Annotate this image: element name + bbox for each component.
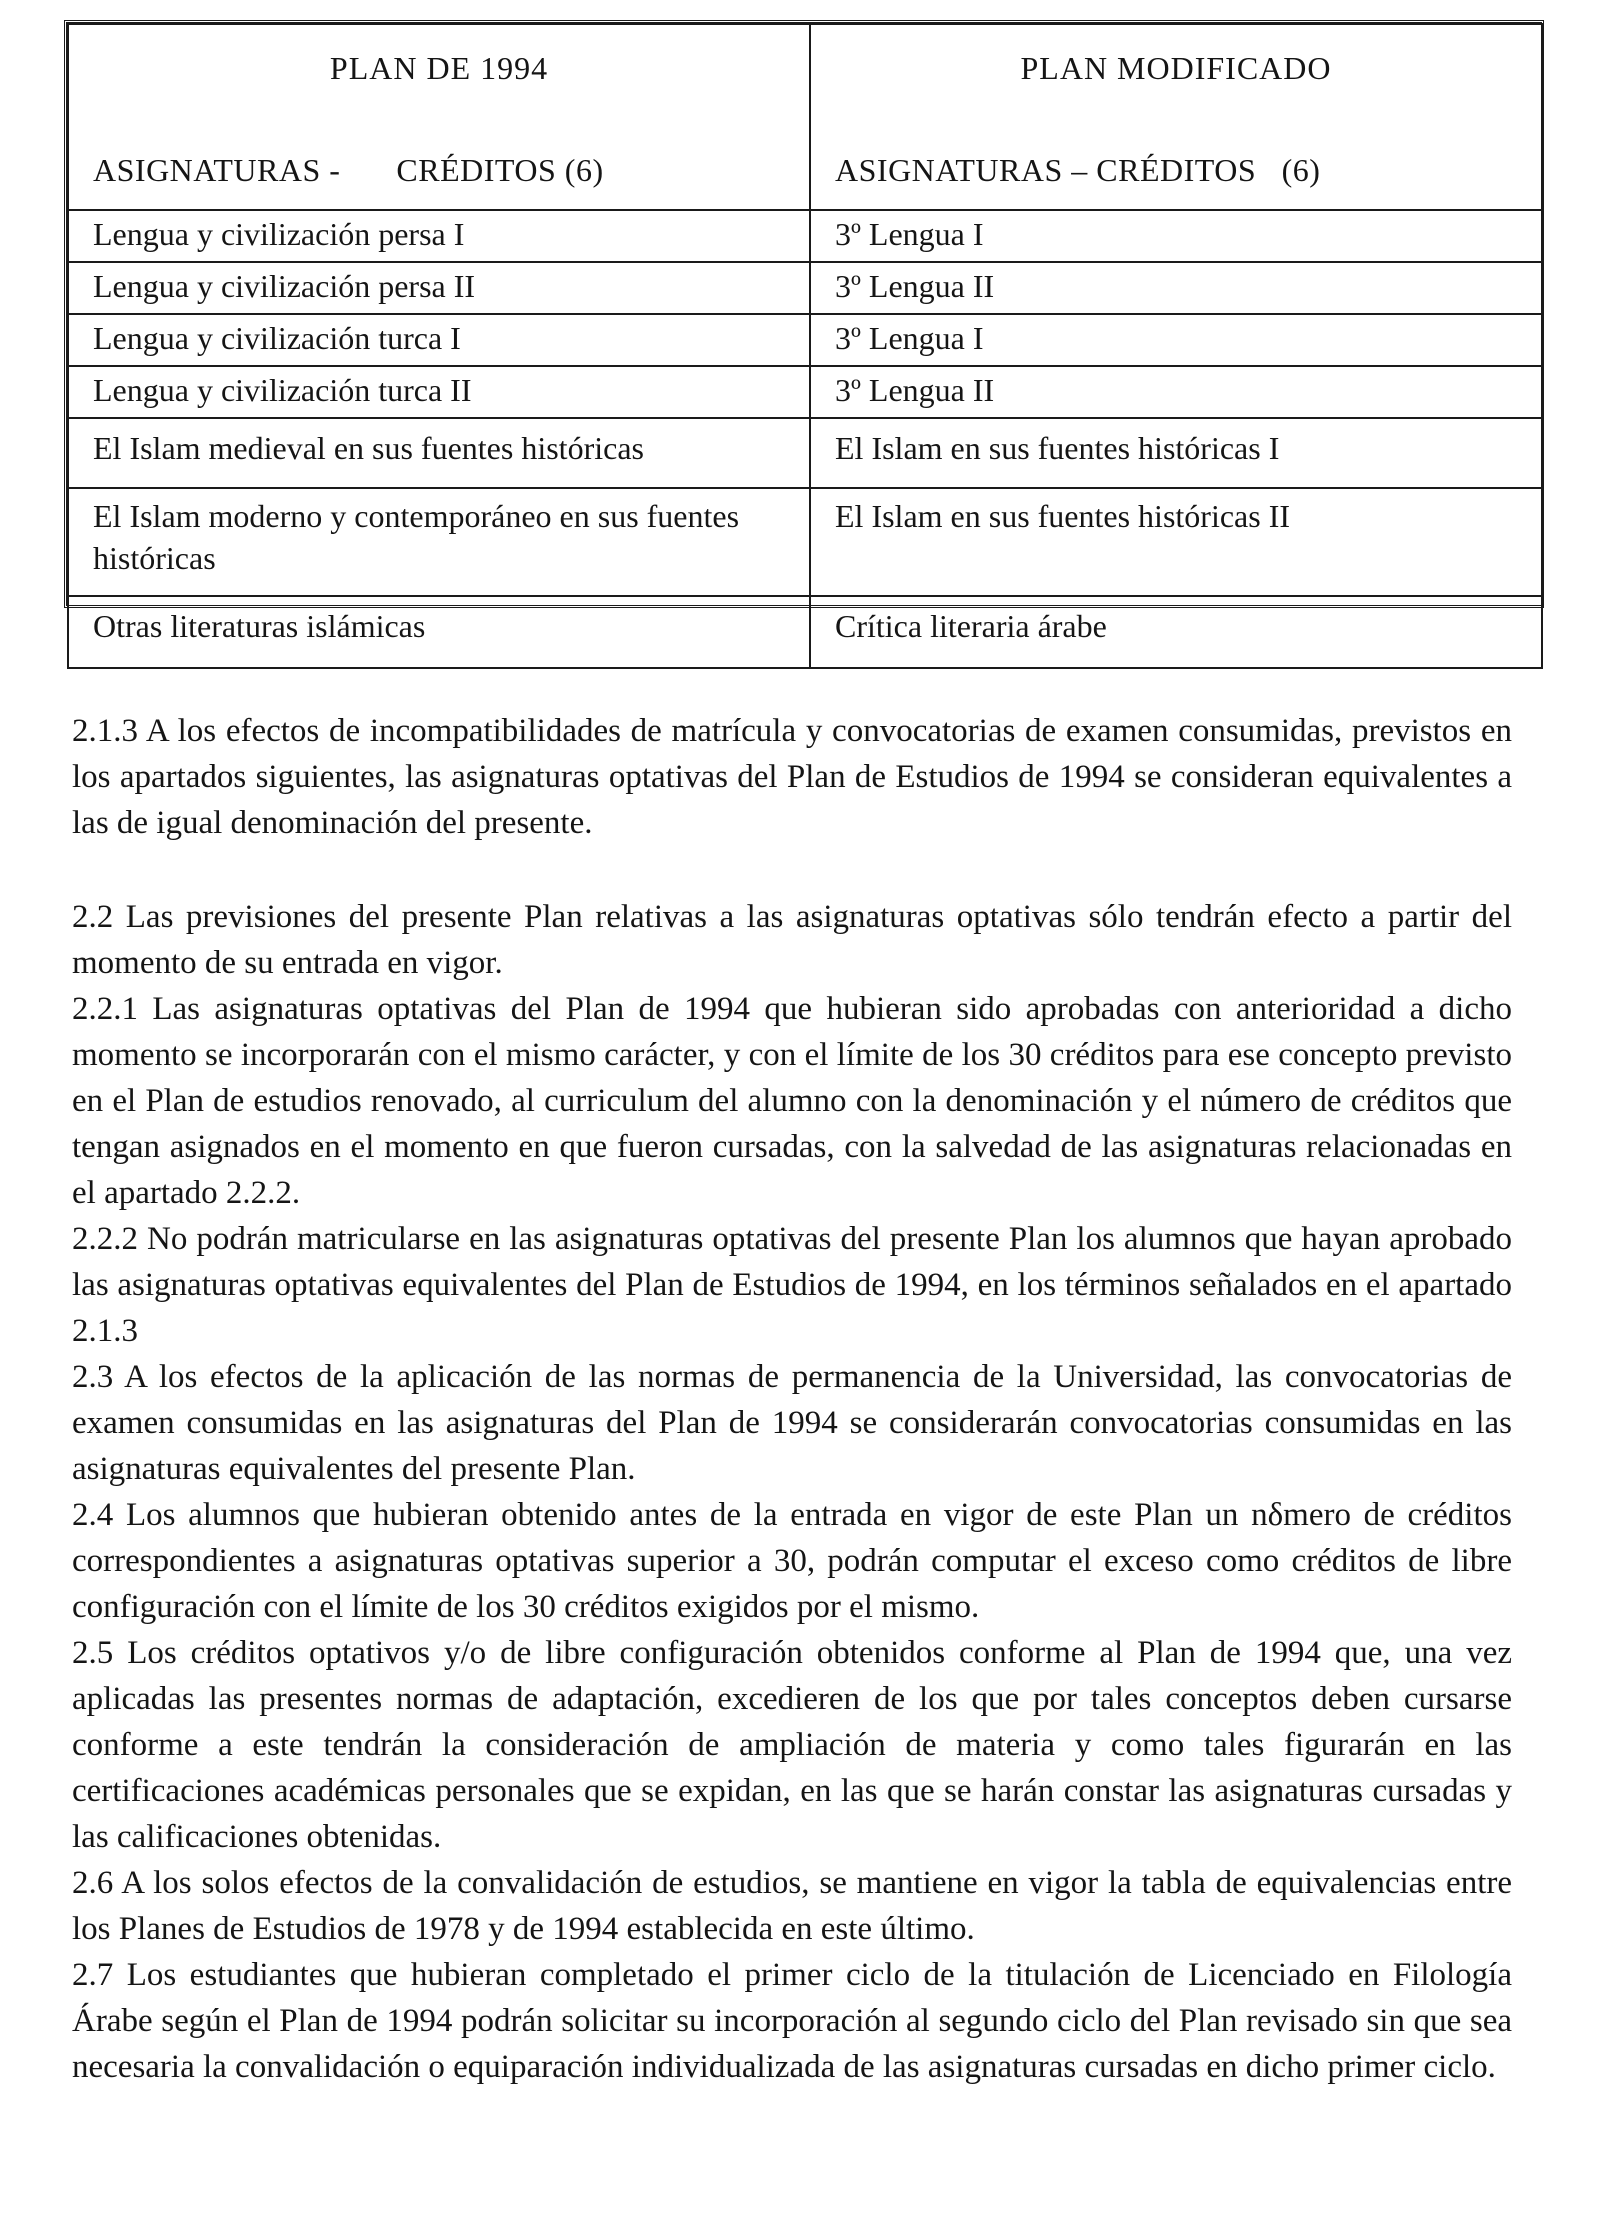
right-col-credits: (6)	[1281, 152, 1321, 188]
table-row	[68, 262, 1542, 314]
left-col-label: ASIGNATURAS -	[93, 152, 341, 188]
plan-modified-cell: 3º Lengua I	[810, 314, 1542, 366]
plan-1994-cell: Lengua y civilización persa II	[68, 262, 810, 314]
right-col-label: ASIGNATURAS – CRÉDITOS	[835, 152, 1257, 188]
plan-1994-cell: Lengua y civilización turca II	[68, 366, 810, 418]
plan-1994-cell: Lengua y civilización persa I	[68, 210, 810, 262]
plan-modified-cell: 3º Lengua II	[810, 366, 1542, 418]
plan-modified-cell: 3º Lengua II	[810, 262, 1542, 314]
paragraph-2-7: 2.7 Los estudiantes que hubieran completado el primer ciclo de la titulación de Licenciado en Filología Árabe según el Plan de 1994 podrán solicitar su incorporación al segundo ciclo del Plan revisado sin que sea necesaria la convalidación o equiparación individualizada de las asignaturas cursadas en dicho primer ciclo.	[72, 1957, 1512, 2085]
table-row	[68, 596, 1542, 668]
paragraph-2-3: 2.3 A los efectos de la aplicación de las normas de permanencia de la Universidad, las convocatorias de examen consumidas en las asignaturas del Plan de 1994 se considerarán convocatorias consumidas en las asignaturas equivalentes del presente Plan.	[72, 1359, 1512, 1487]
paragraph-2-4: 2.4 Los alumnos que hubieran obtenido antes de la entrada en vigor de este Plan un nδmero de créditos correspondientes a asignaturas optativas superior a 30, podrán computar el exceso como créditos de libre configuración con el límite de los 30 créditos exigidos por el mismo.	[72, 1497, 1512, 1625]
table-row	[68, 366, 1542, 418]
left-col-credits: CRÉDITOS (6)	[396, 152, 604, 188]
paragraph-2-2-1: 2.2.1 Las asignaturas optativas del Plan de 1994 que hubieran sido aprobadas con anterioridad a dicho momento se incorporarán con el mismo carácter, y con el límite de los 30 créditos para ese concepto previsto en el Plan de estudios renovado, al curriculum del alumno con la denominación y el número de créditos que tengan asignados en el momento en que fueron cursadas, con la salvedad de las asignaturas relacionadas en el apartado 2.2.2.	[72, 991, 1512, 1211]
table-row	[68, 488, 1542, 596]
right-column-header	[810, 139, 1542, 210]
plan-1994-cell: Otras literaturas islámicas	[68, 596, 810, 668]
plan-modified-header: PLAN MODIFICADO	[810, 24, 1542, 139]
plan-modified-cell: El Islam en sus fuentes históricas II	[810, 488, 1542, 596]
plan-modified-cell: Crítica literaria árabe	[810, 596, 1542, 668]
paragraph-2-1-3: 2.1.3 A los efectos de incompatibilidades de matrícula y convocatorias de examen consumidas, previstos en los apartados siguientes, las asignaturas optativas del Plan de Estudios de 1994 se consideran equivalentes a las de igual denominación del presente.	[72, 713, 1512, 841]
column-header-row	[68, 139, 1542, 210]
table-row	[68, 210, 1542, 262]
table-row	[68, 418, 1542, 488]
paragraph-2-2-2: 2.2.2 No podrán matricularse en las asignaturas optativas del presente Plan los alumnos que hayan aprobado las asignaturas optativas equivalentes del Plan de Estudios de 1994, en los términos señalados en el apartado 2.1.3	[72, 1221, 1512, 1349]
plan-1994-header: PLAN DE 1994	[68, 24, 810, 139]
paragraph-2-6: 2.6 A los solos efectos de la convalidación de estudios, se mantiene en vigor la tabla de equivalencias entre los Planes de Estudios de 1978 y de 1994 establecida en este último.	[72, 1865, 1512, 1947]
table-row	[68, 314, 1542, 366]
plan-modified-cell: 3º Lengua I	[810, 210, 1542, 262]
plan-1994-cell: El Islam moderno y contemporáneo en sus fuentes históricas	[68, 488, 810, 596]
equivalence-table-frame	[64, 20, 1544, 644]
paragraph-2-2: 2.2 Las previsiones del presente Plan relativas a las asignaturas optativas sólo tendrán efecto a partir del momento de su entrada en vigor.	[72, 899, 1512, 981]
paragraph-2-5: 2.5 Los créditos optativos y/o de libre configuración obtenidos conforme al Plan de 1994 que, una vez aplicadas las presentes normas de adaptación, excedieren de los que por tales conceptos deben cursarse conforme a este tendrán la consideración de ampliación de materia y como tales figurarán en las certificaciones académicas personales que se expidan, en las que se harán constar las asignaturas cursadas y las calificaciones obtenidas.	[72, 1635, 1512, 1855]
left-column-header	[68, 139, 810, 210]
plan-header-row	[68, 24, 1542, 139]
equivalence-table	[67, 23, 1543, 669]
plan-modified-cell: El Islam en sus fuentes históricas I	[810, 418, 1542, 488]
document-body	[72, 708, 1512, 2090]
plan-1994-cell: El Islam medieval en sus fuentes históricas	[68, 418, 810, 488]
plan-1994-cell: Lengua y civilización turca I	[68, 314, 810, 366]
